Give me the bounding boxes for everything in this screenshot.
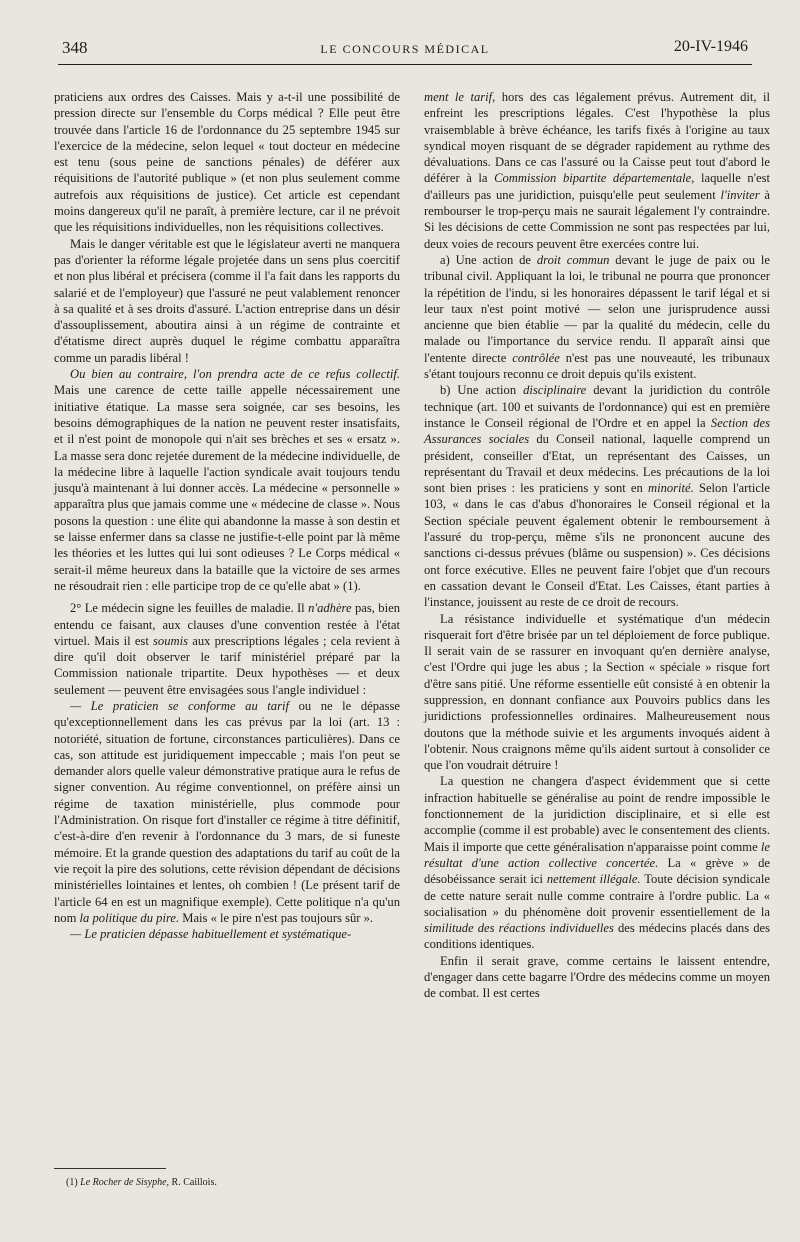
footnote-rule [54,1168,166,1169]
italic-text: la politique du pire. [79,910,180,925]
paragraph: praticiens aux ordres des Caisses. Mais y a-t-il une possibilité de pression directe sur l'ensemble du Corps médical ? Elle peut être trouvée dans l'article 16 de l'ordonnance du 25 septembre 1945 sur l'exercice de la médecine, selon lequel « tout docteur en médecine est tenu (sous peine de sanctions pénales) de déférer aux réquisitions de l'autorité publique » (et non plus seulement comme autrefois aux réquisitions de justice). Cet article est cependant moins dangereux qu'il ne paraît, à première lecture, car il ne prévoit que les réquisitions individuelles, non les réquisitions collectives. [54,90,400,235]
text: Toute décision syndicale de cette nature serait nulle comme contraire à l'ordre public. La « socialisation » du phénomène doit provenir essentiellement de la [424,872,770,919]
right-column [424,89,770,1002]
text: hors des cas légalement prévus. Autrement dit, il enfreint les prescriptions légales. C'est l'hypothèse la plus vraisemblable à brève échéance, les tarifs fixés à l'origine au taux syndical moyen risquant de se dégrader rapidement au rythme des dévaluations. Dans ce cas l'assuré ou la Caisse peut tout d'abord le déférer à la [424,90,770,186]
text: aux prescriptions légales ; cela revient à dire qu'il doit observer le tarif ministériel préparé par la Commission nationale tripartite. Deux hypothèses — et deux seulement — peuvent être envisagées sous l'angle individuel : [54,633,401,697]
footnote [66,1176,406,1189]
italic-text: minorité. [647,481,694,496]
text: Selon l'article 103, « dans le cas d'abus d'honoraires le Conseil régional et la Section spéciale peuvent également obtenir le remboursement à l'assuré du trop-perçu, même s'ils ne prononcent aucune des sanctions ci-dessus prévues (blâme ou suspension) ». Ces décisions ont force exécutive. Elles ne peuvent faire l'objet que d'un recours en cassation devant le Conseil d'Etat. Les Caisses, étant parties à l'instance, jouissent au reste de ce droit de recours. [424,481,770,610]
text: La question ne changera d'aspect évidemment que si cette infraction habituelle se généralise au point de rendre impossible le fonctionnement de la juridiction disciplinaire, et si elle est accomplie (comme il est probable) avec le consentement des clients. Mais il importe que cette généralisation n'apparaisse point comme [424,774,770,854]
italic-text: Commission bipartite départementale, [494,171,695,186]
paragraph [424,252,770,382]
paragraph [54,600,400,698]
footnote-author: R. Caillois. [169,1177,217,1188]
italic-text: ment le tarif, [424,90,496,104]
text: La « grève » de désobéissance serait ici [424,855,770,887]
text: devant la juridiction du contrôle technique (art. 100 et suivants de l'ordonnance) qui est en première instance le Conseil régional de l'Ordre et en appel la [424,383,770,430]
text: Mais une carence de cette taille appelle nécessairement une initiative étatique. La masse sera soignée, car ses besoins, les besoins démographiques de la nation ne peuvent rester insatisfaits, et il n'est point de monopole qui n'ait ses brèches et ses « ersatz ». La masse sera donc rejetée durement de la médecine individuelle, de la médecine libre à laquelle l'action syndicale avait toujours tendu jusqu'à maintenant à lui donner accès. La médecine « personnelle » apparaîtra plus que jamais comme une « médecine de classe ». Nous posons la question : une élite qui abandonne la masse à son destin et se laisse enfermer dans sa classe ne justifie-t-elle point par là même les théories et les luttes qui lui sont odieuses ? Le Corps médical « serait-il même heureux dans la bataille que la victoire de ses armes ne résoudrait rien : elle participe trop de ce qu'elle abat » (1). [54,383,400,593]
text: ou ne le dépasse qu'exceptionnellement dans les cas prévus par la loi (art. 13 : notoriété, situation de fortune, circonstances particulières). Dans ce cas, son attitude est juridiquement impeccable ; mais l'on peut se demander alors quelle valeur démonstrative pratique aura le refus de signer convention. Au régime conventionnel, on préfère ainsi un régime de taxation ministérielle, plus commode pour l'Administration. On risque fort d'installer ce régime à titre définitif, c'est-à-dire d'en revenir à l'ordonnance du 3 mars, de si funeste mémoire. Et la grande question des adaptations du tarif au coût de la vie reçoit la pire des solutions, cette révision dépendant de décisions ministérielles lointaines et lentes, oh combien ! (Le présent tarif de l'article 64 en est un magnifique exemple). Cette politique n'a qu'un nom [54,698,400,925]
text: pas, bien entendu ce faisant, aux clauses d'une convention restée à l'état virtuel. Mais il est [54,601,400,648]
italic-text: n'adhère [308,601,352,616]
footnote-title: Le Rocher de Sisyphe, [80,1177,170,1188]
paragraph [54,926,400,942]
page-header [58,38,752,65]
paragraph [424,382,770,610]
italic-text: nettement illégale. [546,872,641,887]
issue-date: 20-IV-1946 [673,38,748,55]
footnote-number: (1) [66,1177,81,1188]
italic-text: le résultat d'une action collective concertée. [424,839,770,870]
paragraph: La résistance individuelle et systématique d'un médecin risquerait fort d'être brisée par un tel déploiement de force publique. Il serait vain de se rassurer en invoquant qu'en dernière analyse, c'est l'Ordre qui juge les abus ; la Section « spéciale » risque fort d'être sans pitié. Une réforme essentielle eût consisté à en obtenir la suppression, en donnant confiance aux Pouvoirs publics dans les juridictions professionnelles ordinaires. Malheureusement nous doutons que la méthode suivie et les arguments invoqués aident à l'obtenir. Nous craignons même qu'ils aident surtout à consolider ce que l'on voudrait détruire ! [424,611,770,773]
paragraph: Mais le danger véritable est que le législateur averti ne manquera pas d'orienter la réforme légale projetée dans un sens plus coercitif et non plus libéral et précisera (comme il l'a fait dans les rapports du salarié et de l'employeur) que l'assuré ne peut valablement renoncer à sa qualité et à ses droits d'assuré. L'action entreprise dans un désir d'assouplissement, aboutira ainsi à un régime de contrainte et d'étatisme direct auprès duquel le régime combattu apparaîtra comme un paradis libéral ! [54,236,400,365]
italic-text: — Le praticien se conforme au tarif [70,698,289,713]
italic-text: Ou bien au contraire, l'on prendra acte de ce refus collectif. [70,367,400,382]
text: Mais « le pire n'est pas toujours sûr ». [179,910,374,925]
italic-text: contrôlée [512,350,560,365]
text: a) Une action de [440,252,537,267]
text: 2° Le médecin signe les feuilles de maladie. Il [70,601,309,616]
text: b) Une action [440,383,524,398]
italic-text: droit commun [536,252,610,267]
italic-text: similitude des réactions individuelles [424,921,614,936]
text: du Conseil national, laquelle comprend un président, conseiller d'Etat, un représentant des Caisses, un représentant du Travail et deux médecins. Les précautions de la loi sont bien prises : les praticiens y sont en [424,432,770,496]
paragraph [54,698,400,926]
paragraph [54,366,400,594]
text: devant le juge de paix ou le tribunal civil. Appliquant la loi, le tribunal ne pourra que prononcer la répétition de l'indu, si les honoraires dépassent le tarif légal et si leur taux n'est point motivé — selon une jurisprudence aussi ancienne que bien établie — par la qualité du médecin, celle du malade ou l'importance du service rendu. Il apparaît ainsi que l'entente directe [424,252,771,365]
paragraph [424,773,770,952]
italic-text: Section des Assurances sociales [424,415,770,447]
text: laquelle n'est d'ailleurs pas une juridiction, puisqu'elle peut seulement [424,171,770,202]
paragraph [424,89,770,252]
text: des médecins placés dans des conditions identiques. [424,921,770,952]
left-column [54,89,400,942]
italic-text: disciplinaire [523,383,587,398]
italic-text: — Le praticien dépasse habituellement et systématique- [70,927,352,942]
text: à rembourser le trop-perçu mais ne saurait légalement l'y contraindre. Si les décisions de cette Commission ne sont pas respectées par lui, deux voies de recours peuvent être exercées contre lui. [424,187,770,251]
paragraph: Enfin il serait grave, comme certains le laissent entendre, d'engager dans cette bagarre l'Ordre des médecins comme un moyen de combat. Il est certes [424,953,770,1001]
journal-title: LE CONCOURS MÉDICAL [320,42,490,56]
page-number: 348 [62,38,88,57]
italic-text: l'inviter [720,187,760,202]
italic-text: soumis [153,633,189,648]
text: n'est pas une nouveauté, les tribunaux s'étant toujours reconnu ce droit depuis qu'ils existent. [424,350,770,382]
